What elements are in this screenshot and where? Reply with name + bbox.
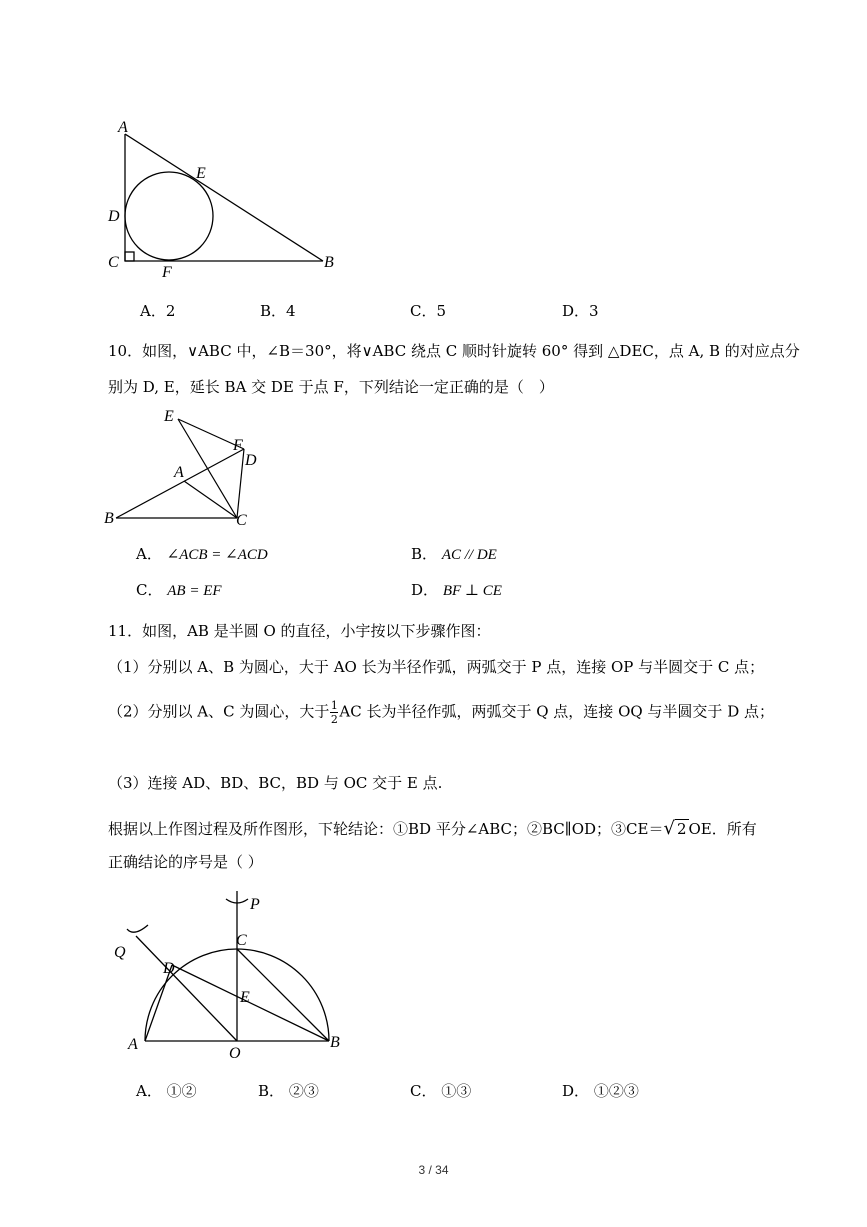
label-E: E (240, 989, 250, 1006)
label-B: B (330, 1034, 340, 1051)
label-B: B (324, 254, 334, 271)
q11-question-line: 正确结论的序号是（ ） (108, 853, 263, 871)
q9-option-c[interactable]: C．5 (410, 302, 447, 320)
q11-option-c[interactable]: C． ①③ (410, 1082, 472, 1100)
label-C: C (236, 512, 247, 529)
q11-stem-line1: 11．如图，AB 是半圆 O 的直径，小宇按以下步骤作图： (108, 622, 491, 640)
q9-option-d[interactable]: D．3 (562, 302, 599, 320)
q9-option-b[interactable]: B．4 (260, 302, 296, 320)
figure-q10-rotation (100, 405, 270, 535)
q10-option-a[interactable]: A． ∠ACB = ∠ACD (136, 545, 268, 563)
label-A: A (128, 1036, 138, 1053)
q10-option-b[interactable]: B． AC // DE (411, 545, 497, 563)
label-O: O (229, 1045, 241, 1062)
q11-step2: （2）分别以 A、C 为圆心，大于 $\frac{1}{2}$ AC 长为半径作弧，两弧交于 Q 点，连接 OQ 与半圆交于 D 点； (108, 699, 774, 726)
label-Q: Q (114, 944, 126, 961)
q11-step1: （1）分别以 A、B 为圆心，大于 AO 长为半径作弧，两弧交于 P 点，连接 OP 与半圆交于 C 点； (108, 658, 765, 676)
label-A: A (118, 119, 128, 136)
label-D: D (245, 452, 257, 469)
label-B: B (104, 510, 114, 527)
q11-conclusions: 根据以上作图过程及所作图形，下轮结论：①BD 平分∠ABC；②BC∥OD；③CE＝√ 2 OE．所有 (108, 818, 757, 839)
q11-option-b[interactable]: B． ②③ (258, 1082, 319, 1100)
label-D: D (108, 208, 120, 225)
label-C: C (236, 932, 247, 949)
q10-stem-line1: 10．如图，∨ABC 中，∠B＝30°，将∨ABC 绕点 C 顺时针旋转 60° 得到 △DEC，点 A, B 的对应点分 (108, 342, 800, 360)
label-C: C (108, 254, 119, 271)
label-E: E (164, 408, 174, 425)
label-F: F (162, 264, 172, 281)
q11-option-d[interactable]: D． ①②③ (562, 1082, 639, 1100)
fraction-one-half: $\frac{1}{2}$ (330, 699, 338, 726)
label-D: D (163, 960, 175, 977)
label-E: E (196, 165, 206, 182)
label-P: P (250, 896, 260, 913)
q11-step3: （3）连接 AD、BD、BC，BD 与 OC 交于 E 点. (108, 774, 443, 792)
sqrt-symbol: √ (663, 818, 675, 839)
figure-q11-semicircle (110, 885, 360, 1065)
q11-option-a[interactable]: A． ①② (136, 1082, 197, 1100)
label-F: F (233, 437, 243, 454)
figure-q9-triangle-incircle (100, 110, 360, 280)
q10-stem-line2: 别为 D, E，延长 BA 交 DE 于点 F，下列结论一定正确的是（ ） (108, 378, 554, 396)
q10-option-d[interactable]: D． BF ⊥ CE (411, 581, 502, 599)
q9-option-a[interactable]: A．2 (140, 302, 176, 320)
label-A: A (174, 464, 184, 481)
q10-option-c[interactable]: C． AB = EF (136, 581, 222, 599)
page-number: 3 / 34 (418, 1163, 449, 1177)
